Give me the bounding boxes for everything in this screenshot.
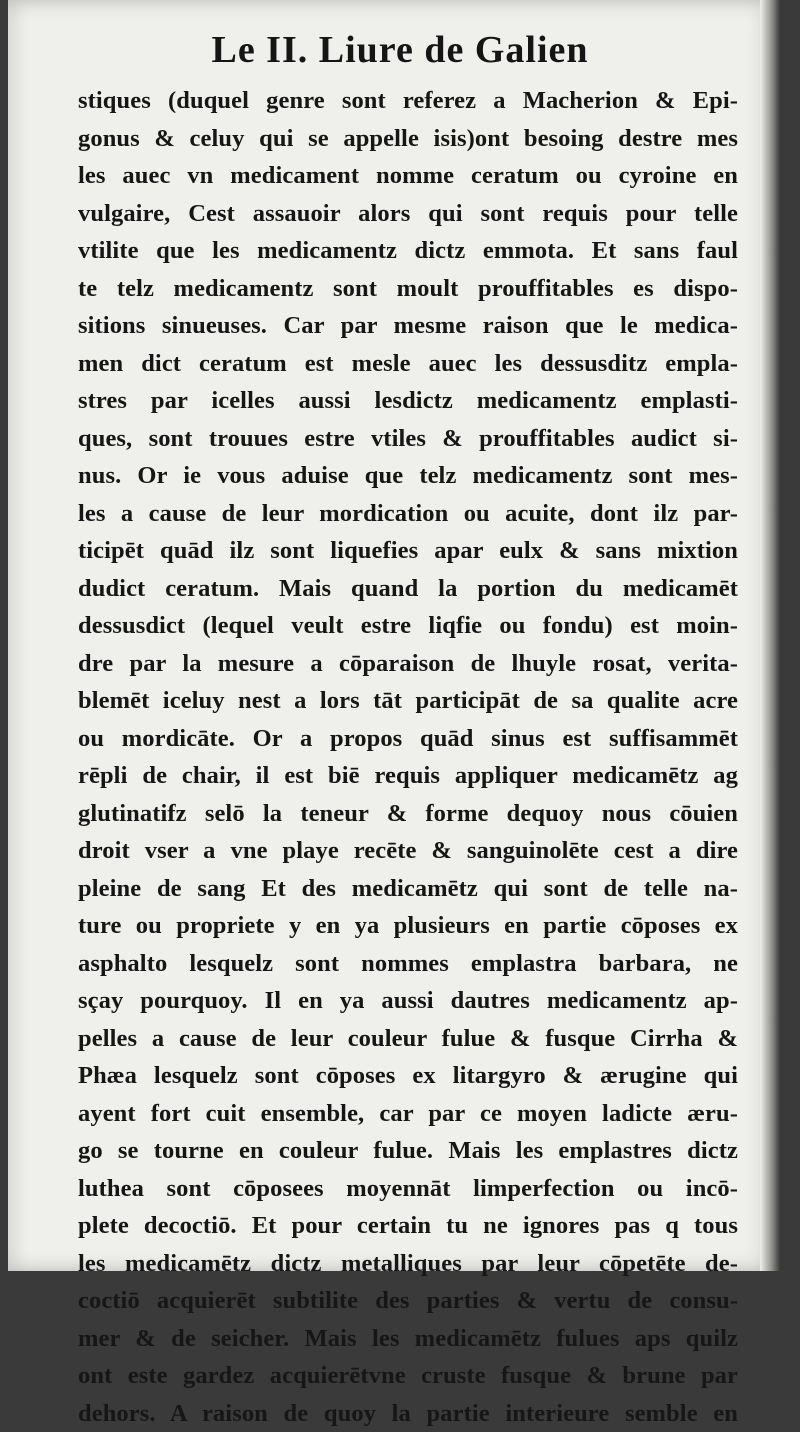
text-line: te telz medicamentz sont moult prouffitables es dispo- [78,270,738,308]
text-line: vulgaire, Cest assauoir alors qui sont requis pour telle [78,195,738,233]
text-line: coctiō acquierēt subtilite des parties & vertu de consu- [78,1282,738,1320]
page-gutter-shadow [760,0,780,1271]
text-line: ayent fort cuit ensemble, car par ce moyen ladicte æru- [78,1095,738,1133]
text-line: sitions sinueuses. Car par mesme raison que le medica- [78,307,738,345]
text-line: Phæa lesquelz sont cōposes ex litargyro & ærugine qui [78,1057,738,1095]
text-line: blemēt iceluy nest a lors tāt participāt de sa qualite acre [78,682,738,720]
text-line: vtilite que les medicamentz dictz emmota. Et sans faul [78,232,738,270]
body-text [78,82,738,1432]
text-line: dessusdict (lequel veult estre liqfie ou fondu) est moin- [78,607,738,645]
text-line: pelles a cause de leur couleur fulue & fusque Cirrha & [78,1020,738,1058]
text-line: les a cause de leur mordication ou acuite, dont ilz par- [78,495,738,533]
text-line: mer & de seicher. Mais les medicamētz fulues aps quilz [78,1320,738,1358]
text-line: dre par la mesure a cōparaison de lhuyle rosat, verita- [78,645,738,683]
text-line: asphalto lesquelz sont nommes emplastra barbara, ne [78,945,738,983]
text-line: rēpli de chair, il est biē requis appliquer medicamētz ag [78,757,738,795]
text-line: pleine de sang Et des medicamētz qui sont de telle na- [78,870,738,908]
text-line: ture ou propriete y en ya plusieurs en partie cōposes ex [78,907,738,945]
text-line: gonus & celuy qui se appelle isis)ont besoing destre mes [78,120,738,158]
text-line: ticipēt quād ilz sont liquefies apar eulx & sans mixtion [78,532,738,570]
text-line: ques, sont trouues estre vtiles & prouffitables audict si- [78,420,738,458]
text-line: dehors. A raison de quoy la partie interieure semble en [78,1395,738,1432]
text-line: les auec vn medicament nomme ceratum ou cyroine en [78,157,738,195]
text-line: dudict ceratum. Mais quand la portion du medicamēt [78,570,738,608]
text-line: men dict ceratum est mesle auec les dessusditz empla- [78,345,738,383]
text-line: luthea sont cōposees moyennāt limperfection ou incō- [78,1170,738,1208]
running-head: Le II. Liure de Galien [0,28,800,72]
text-line: ou mordicāte. Or a propos quād sinus est suffisammēt [78,720,738,758]
text-line: sçay pourquoy. Il en ya aussi dautres medicamentz ap- [78,982,738,1020]
text-line: glutinatifz selō la teneur & forme dequoy nous cōuien [78,795,738,833]
text-line: stres par icelles aussi lesdictz medicamentz emplasti- [78,382,738,420]
text-line: stiques (duquel genre sont referez a Macherion & Epi- [78,82,738,120]
text-line: droit vser a vne playe recēte & sanguinolēte cest a dire [78,832,738,870]
text-line: les medicamētz dictz metalliques par leur cōpetēte de- [78,1245,738,1283]
text-line: nus. Or ie vous aduise que telz medicamentz sont mes- [78,457,738,495]
text-line: ont este gardez acquierētvne cruste fusque & brune par [78,1357,738,1395]
text-line: plete decoctiō. Et pour certain tu ne ignores pas q tous [78,1207,738,1245]
text-line: go se tourne en couleur fulue. Mais les emplastres dictz [78,1132,738,1170]
